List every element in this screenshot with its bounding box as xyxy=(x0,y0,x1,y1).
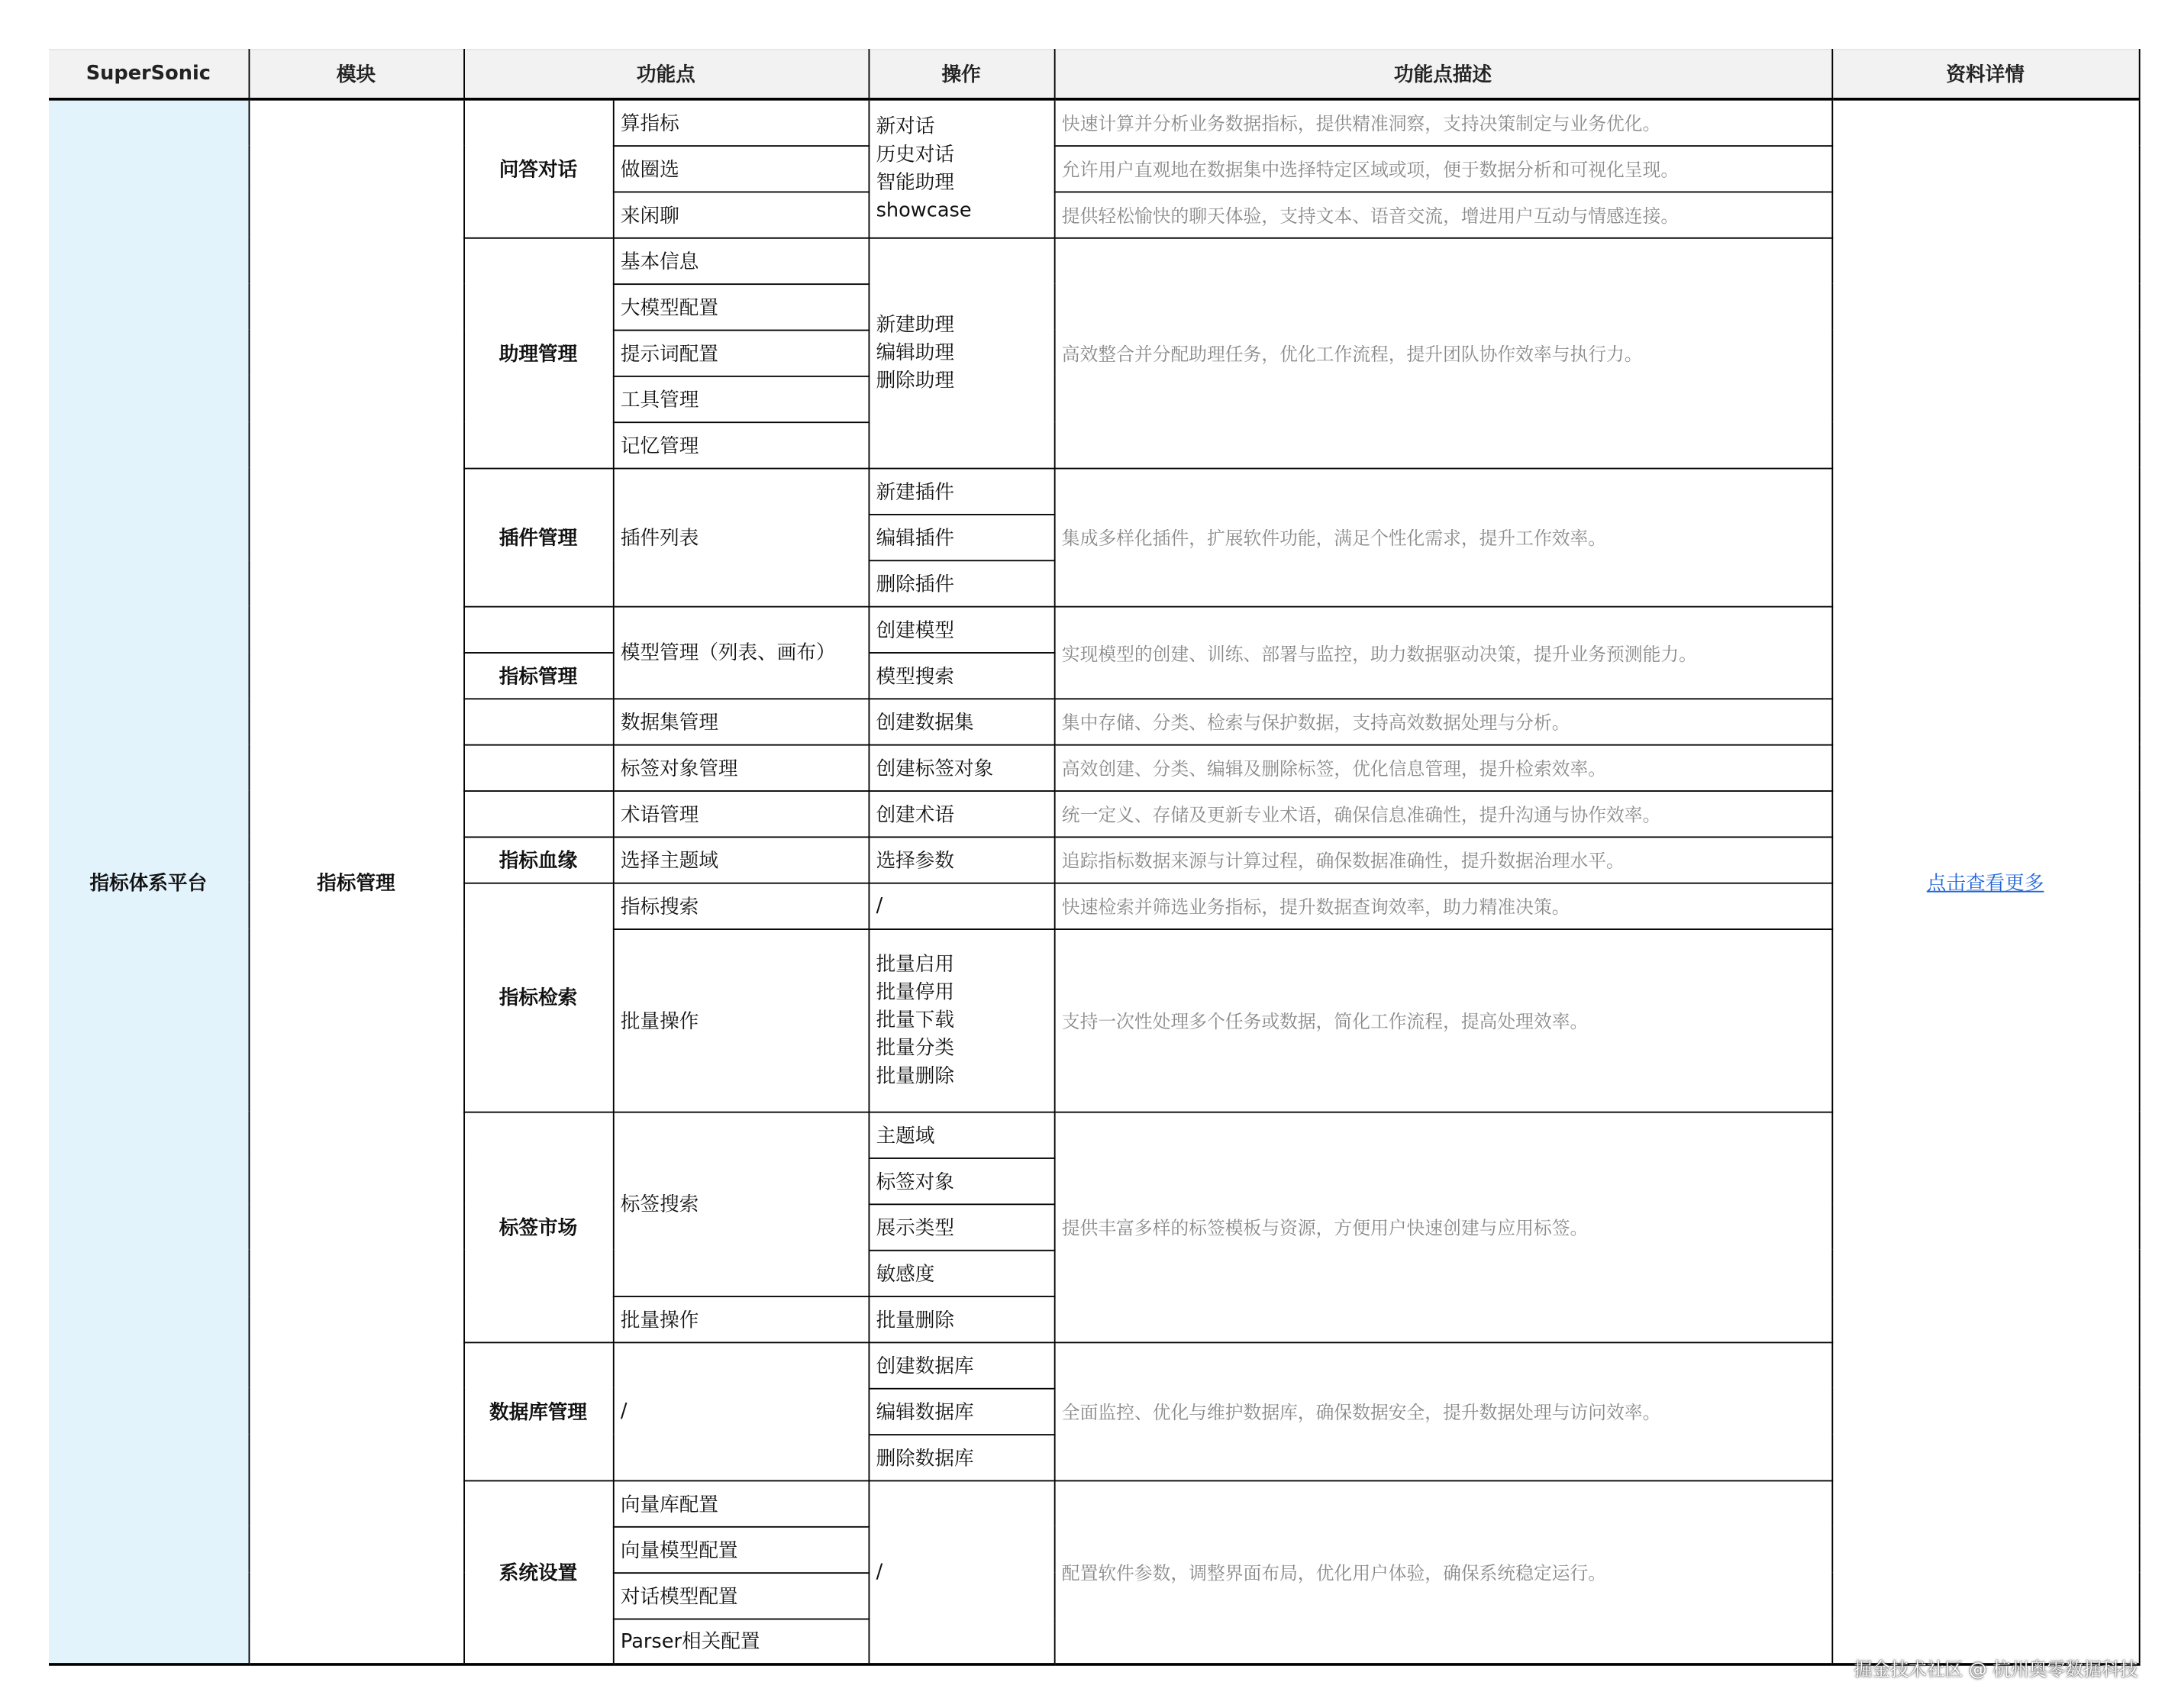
group-cell: 系统设置 xyxy=(463,1480,613,1664)
description-cell: 允许用户直观地在数据集中选择特定区域或项，便于数据分析和可视化呈现。 xyxy=(1054,145,1832,191)
feature-cell: 向量库配置 xyxy=(613,1480,869,1526)
description-cell: 快速检索并筛选业务指标，提升数据查询效率，助力精准决策。 xyxy=(1054,883,1832,928)
feature-cell: 大模型配置 xyxy=(613,283,869,329)
operation-line: 新对话 xyxy=(876,115,935,138)
feature-cell: 标签搜索 xyxy=(613,1112,869,1296)
feature-cell: 提示词配置 xyxy=(613,330,869,376)
feature-cell: 工具管理 xyxy=(613,376,869,421)
module-cell: 指标管理 xyxy=(249,99,464,1664)
description-cell: 统一定义、存储及更新专业术语，确保信息准确性，提升沟通与协作效率。 xyxy=(1054,790,1832,836)
platform-cell: 指标体系平台 xyxy=(49,99,249,1664)
operation-line: 新建助理 xyxy=(876,313,954,336)
description-cell: 高效创建、分类、编辑及删除标签，优化信息管理，提升检索效率。 xyxy=(1054,744,1832,790)
operation-line: 批量停用 xyxy=(876,980,954,1003)
operation-cell: 编辑插件 xyxy=(869,514,1054,560)
feature-cell: 模型管理（列表、画布） xyxy=(613,606,869,699)
header-operation: 操作 xyxy=(869,50,1054,99)
feature-cell: 对话模型配置 xyxy=(613,1572,869,1618)
operation-cell: 新建插件 xyxy=(869,468,1054,514)
view-more-link[interactable]: 点击查看更多 xyxy=(1926,872,2044,895)
group-cell-empty xyxy=(463,744,613,790)
operation-cell: 标签对象 xyxy=(869,1158,1054,1203)
description-cell: 提供轻松愉快的聊天体验，支持文本、语音交流，增进用户互动与情感连接。 xyxy=(1054,192,1832,237)
operation-cell: 敏感度 xyxy=(869,1250,1054,1296)
group-cell: 问答对话 xyxy=(463,99,613,237)
description-cell: 高效整合并分配助理任务，优化工作流程，提升团队协作效率与执行力。 xyxy=(1054,237,1832,468)
description-cell: 配置软件参数，调整界面布局，优化用户体验，确保系统稳定运行。 xyxy=(1054,1480,1832,1664)
group-cell: 助理管理 xyxy=(463,237,613,468)
details-cell xyxy=(1831,99,2138,1664)
operation-cell: 创建模型 xyxy=(869,606,1054,652)
operation-cell: 删除数据库 xyxy=(869,1434,1054,1480)
header-supersonic: SuperSonic xyxy=(49,50,249,99)
operation-cell: 主题域 xyxy=(869,1112,1054,1158)
header-description: 功能点描述 xyxy=(1054,50,1832,99)
header-details: 资料详情 xyxy=(1831,50,2138,99)
group-cell: 数据库管理 xyxy=(463,1342,613,1480)
operation-line: 历史对话 xyxy=(876,143,954,166)
header-row xyxy=(49,50,2139,99)
feature-cell: 做圈选 xyxy=(613,145,869,191)
feature-cell: 插件列表 xyxy=(613,468,869,606)
description-cell: 实现模型的创建、训练、部署与监控，助力数据驱动决策，提升业务预测能力。 xyxy=(1054,606,1832,699)
operation-cell: 创建术语 xyxy=(869,790,1054,836)
feature-cell: 指标搜索 xyxy=(613,883,869,928)
operation-cell xyxy=(869,99,1054,237)
feature-cell: 记忆管理 xyxy=(613,421,869,467)
description-cell: 追踪指标数据来源与计算过程，确保数据准确性，提升数据治理水平。 xyxy=(1054,836,1832,882)
operation-cell xyxy=(869,928,1054,1112)
operation-line: 批量分类 xyxy=(876,1036,954,1060)
group-cell-empty xyxy=(463,790,613,836)
operation-cell: 展示类型 xyxy=(869,1203,1054,1249)
feature-cell: 数据集管理 xyxy=(613,698,869,744)
description-cell: 快速计算并分析业务数据指标，提供精准洞察，支持决策制定与业务优化。 xyxy=(1054,99,1832,145)
operation-cell: 模型搜索 xyxy=(869,652,1054,698)
operation-line: showcase xyxy=(876,199,972,222)
description-cell: 全面监控、优化与维护数据库，确保数据安全，提升数据处理与访问效率。 xyxy=(1054,1342,1832,1480)
group-cell: 指标血缘 xyxy=(463,836,613,882)
feature-cell: / xyxy=(613,1342,869,1480)
description-cell: 提供丰富多样的标签模板与资源，方便用户快速创建与应用标签。 xyxy=(1054,1112,1832,1342)
header-module: 模块 xyxy=(249,50,464,99)
group-cell: 标签市场 xyxy=(463,1112,613,1342)
operation-line: 批量启用 xyxy=(876,953,954,976)
group-cell: 指标检索 xyxy=(463,883,613,1112)
operation-cell: 创建数据库 xyxy=(869,1342,1054,1387)
operation-cell: 创建标签对象 xyxy=(869,744,1054,790)
operation-line: 编辑助理 xyxy=(876,341,954,364)
operation-cell: 批量删除 xyxy=(869,1296,1054,1342)
operation-line: 删除助理 xyxy=(876,369,954,392)
group-cell-empty xyxy=(463,606,613,652)
description-cell: 支持一次性处理多个任务或数据，简化工作流程，提高处理效率。 xyxy=(1054,928,1832,1112)
feature-table xyxy=(49,49,2140,1666)
operation-line: 批量下载 xyxy=(876,1009,954,1032)
operation-cell: 编辑数据库 xyxy=(869,1388,1054,1434)
feature-cell: 术语管理 xyxy=(613,790,869,836)
operation-line: 批量删除 xyxy=(876,1064,954,1087)
feature-cell: 来闲聊 xyxy=(613,192,869,237)
watermark: 掘金技术社区 @ 杭州奥零数据科技 xyxy=(1854,1660,2138,1681)
operation-cell: / xyxy=(869,1480,1054,1664)
table-row xyxy=(49,99,2139,145)
operation-line: 智能助理 xyxy=(876,171,954,194)
feature-cell: Parser相关配置 xyxy=(613,1619,869,1664)
feature-cell: 批量操作 xyxy=(613,928,869,1112)
description-cell: 集中存储、分类、检索与保护数据，支持高效数据处理与分析。 xyxy=(1054,698,1832,744)
feature-cell: 标签对象管理 xyxy=(613,744,869,790)
group-cell: 插件管理 xyxy=(463,468,613,606)
group-cell: 指标管理 xyxy=(463,652,613,698)
group-cell-empty xyxy=(463,698,613,744)
operation-cell xyxy=(869,237,1054,468)
header-feature: 功能点 xyxy=(463,50,868,99)
operation-cell: / xyxy=(869,883,1054,928)
feature-cell: 批量操作 xyxy=(613,1296,869,1342)
operation-cell: 创建数据集 xyxy=(869,698,1054,744)
operation-cell: 删除插件 xyxy=(869,560,1054,605)
operation-cell: 选择参数 xyxy=(869,836,1054,882)
feature-cell: 算指标 xyxy=(613,99,869,145)
description-cell: 集成多样化插件，扩展软件功能，满足个性化需求，提升工作效率。 xyxy=(1054,468,1832,606)
feature-cell: 向量模型配置 xyxy=(613,1526,869,1572)
feature-cell: 基本信息 xyxy=(613,237,869,283)
feature-cell: 选择主题域 xyxy=(613,836,869,882)
